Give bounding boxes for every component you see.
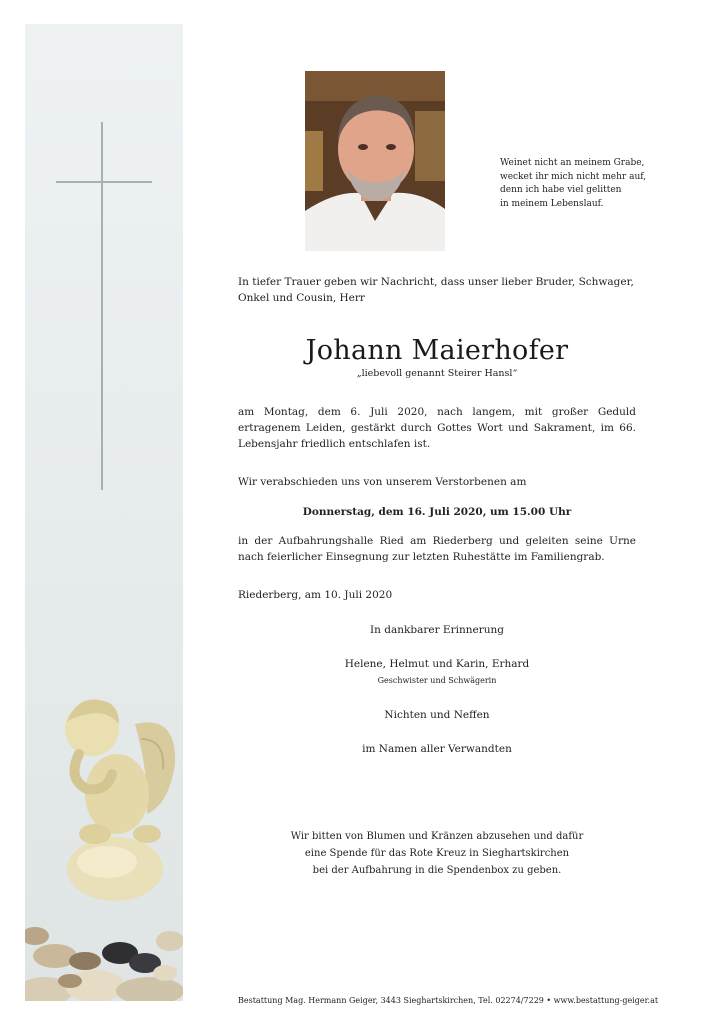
cross-icon-bar [56,181,152,183]
deceased-name: Johann Maierhofer [305,335,569,366]
place-date: Riederberg, am 10. Juli 2020 [238,589,393,601]
donation-note-line: bei der Aufbahrung in die Spendenbox zu geben. [312,865,562,876]
farewell-intro: Wir verabschieden uns von unserem Verstorbenen am [238,476,527,488]
ceremony-details: in der Aufbahrungshalle Ried am Riederberg und geleiten seine Urne nach feierlicher Einsegnung zur letzten Ruhestätte im Familiengrab. [238,535,636,563]
deceased-nickname: „liebevoll genannt Steirer Hansl“ [356,368,518,379]
poem-line: wecket ihr mich nicht mehr auf, [500,171,647,182]
death-notice: am Montag, dem 6. Juli 2020, nach langem, mit großer Geduld ertragenem Leiden, gestärkt durch Gottes Wort und Sakrament, im 66. Lebensjahr friedlich entschlafen ist. [238,406,636,450]
poem-line: Weinet nicht an meinem Grabe, [500,158,645,168]
relatives-line: im Namen aller Verwandten [362,743,512,755]
nieces-nephews-line: Nichten und Neffen [384,709,490,721]
donation-note [238,828,636,879]
angel-figurine-illustration [37,684,183,904]
decorative-strip [25,24,183,1001]
poem-line: in meinem Lebenslauf. [500,198,604,209]
cross-icon [101,122,103,490]
donation-note-line: Wir bitten von Blumen und Kränzen abzusehen und dafür [290,831,584,842]
portrait-photo [305,71,445,251]
funeral-home-footer: Bestattung Mag. Hermann Geiger, 3443 Sieghartskirchen, Tel. 02274/7229 • www.bestattung-geiger.at [238,996,659,1005]
ceremony-date: Donnerstag, dem 16. Juli 2020, um 15.00 Uhr [302,506,572,518]
poem-line: denn ich habe viel gelitten [500,185,622,195]
donation-note-line: eine Spende für das Rote Kreuz in Sieghartskirchen [304,848,570,859]
remembrance-line: In dankbarer Erinnerung [370,624,504,636]
poem [500,157,670,211]
mourner-names: Helene, Helmut und Karin, Erhard [344,658,530,670]
mourner-relation: Geschwister und Schwägerin [377,676,497,685]
intro-text: In tiefer Trauer geben wir Nachricht, dass unser lieber Bruder, Schwager, Onkel und Cousin, Herr [238,276,634,304]
